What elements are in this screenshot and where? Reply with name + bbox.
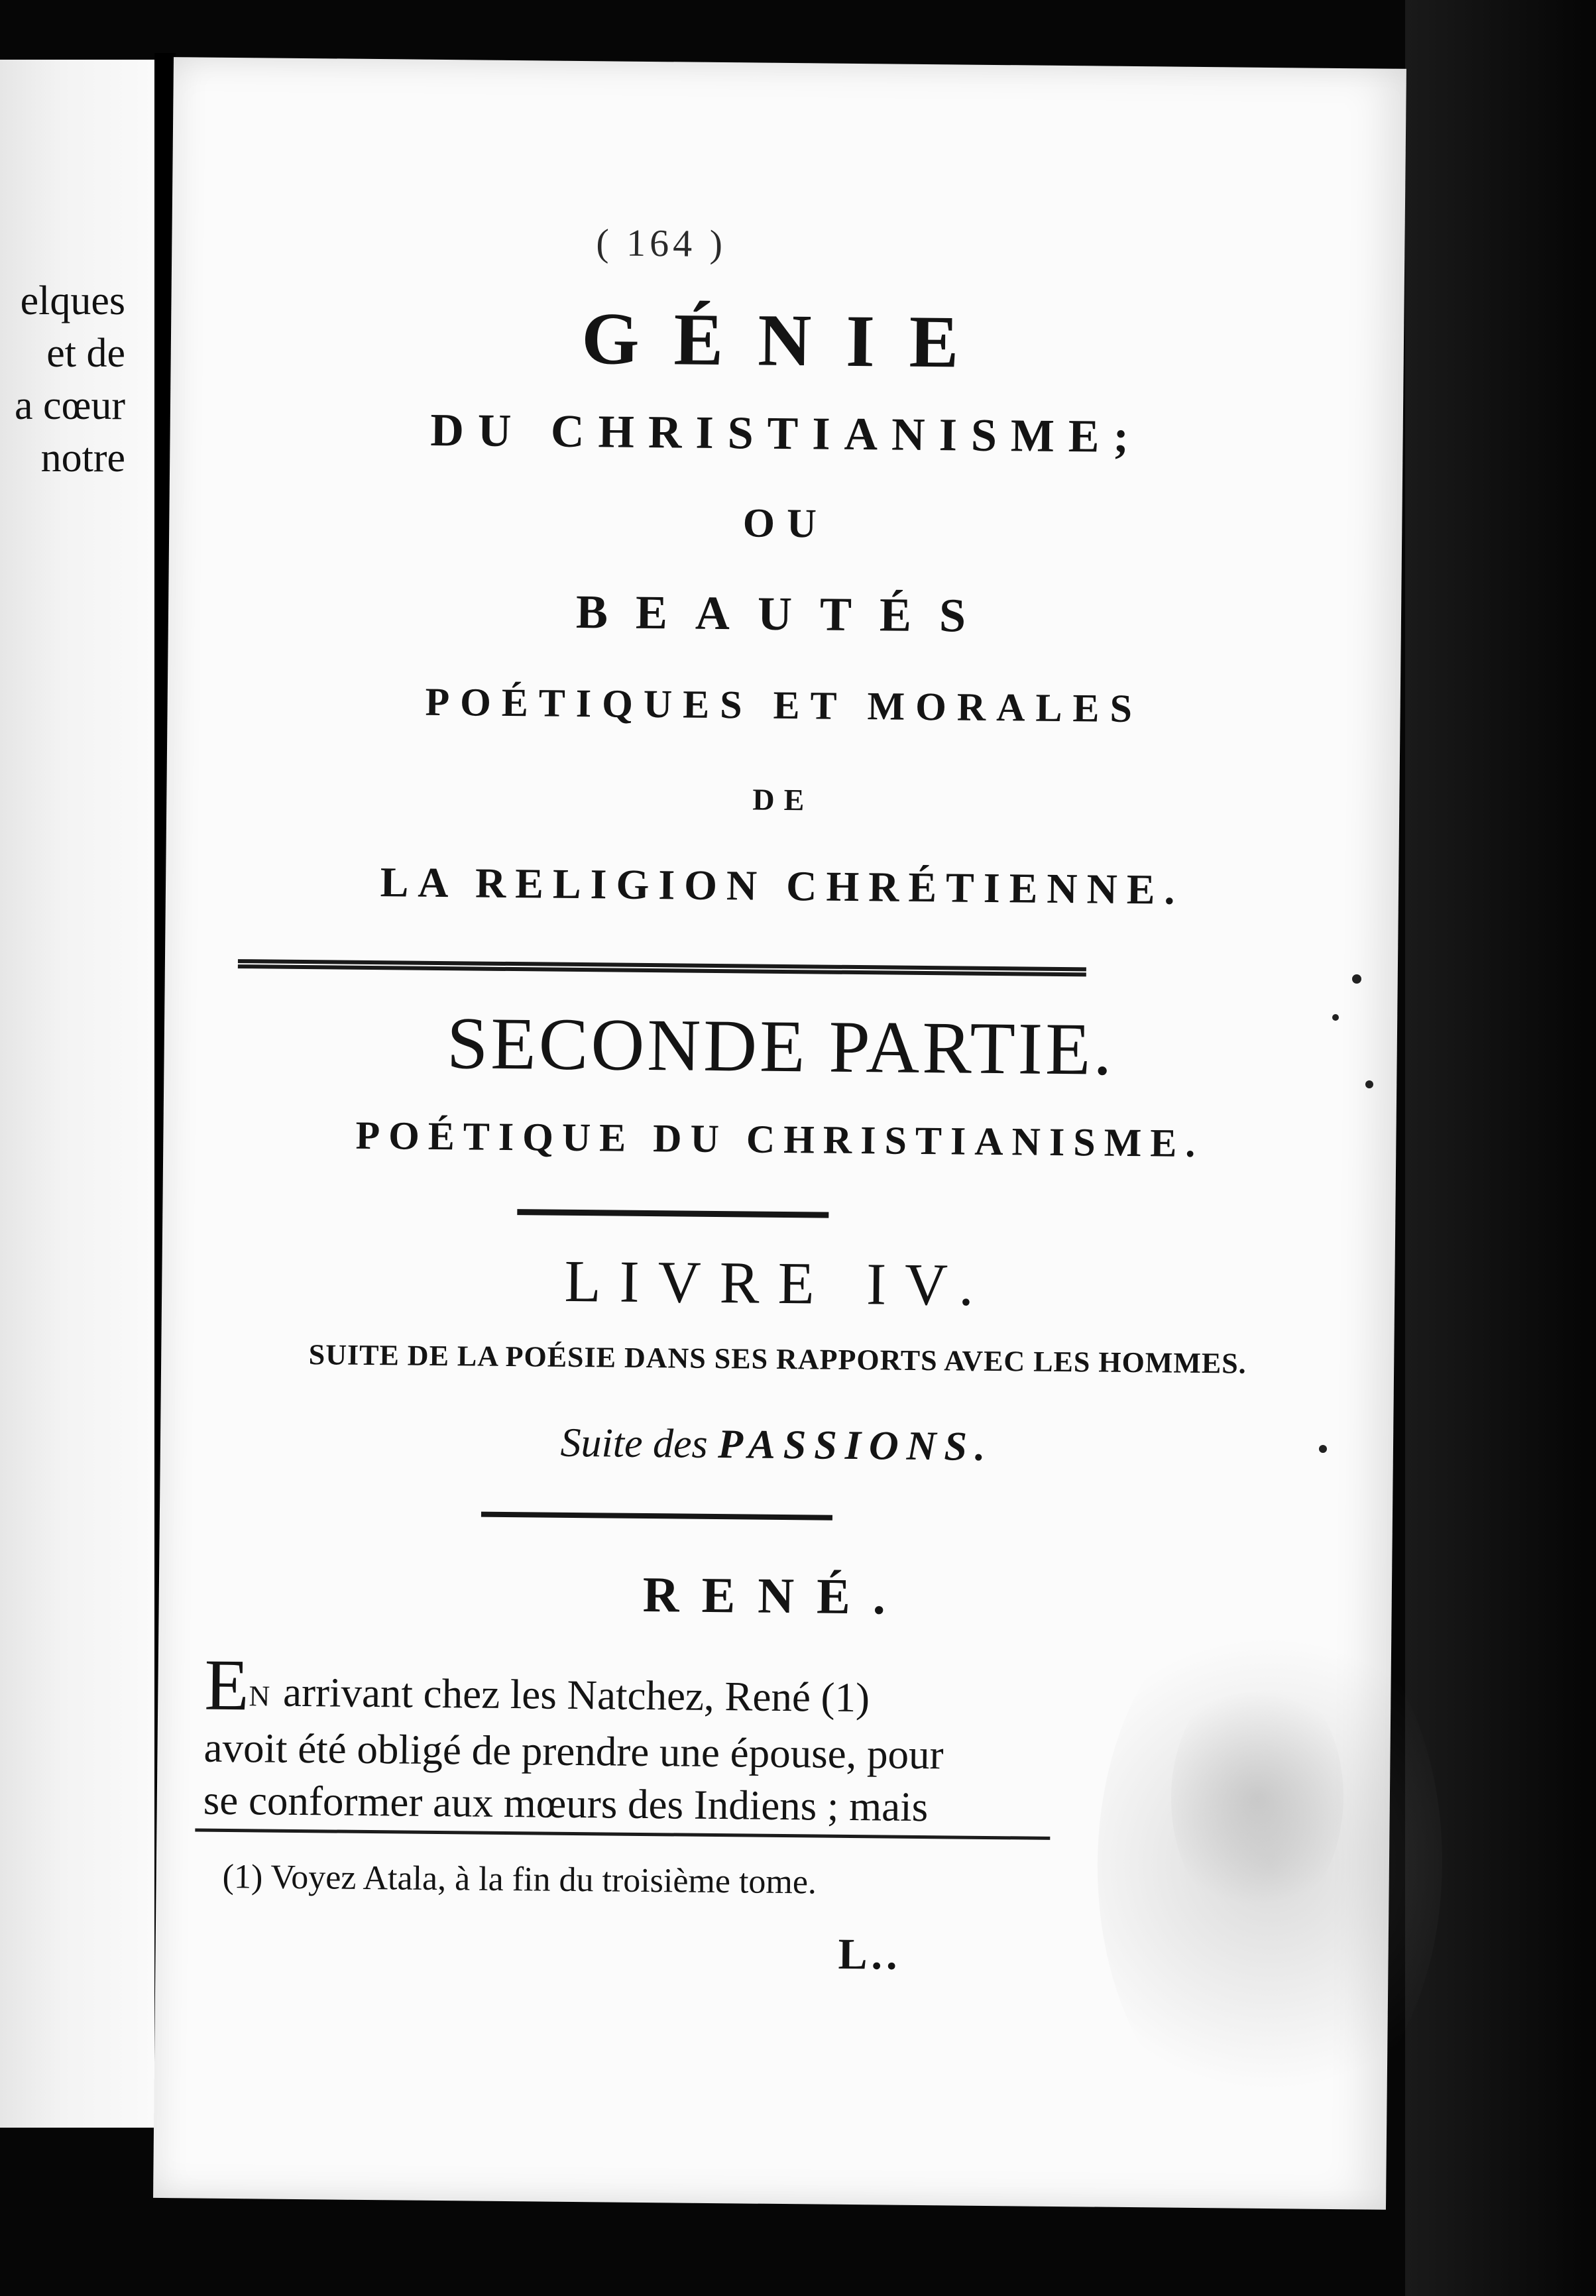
left-page-bleed-through [0, 524, 133, 614]
left-fragment-line: notre [40, 435, 125, 481]
small-cap: N [249, 1680, 273, 1713]
double-rule [238, 959, 1086, 976]
left-page-text-fragment [0, 275, 125, 485]
title-page [153, 57, 1406, 2210]
left-facing-page [0, 60, 156, 2128]
body-line [203, 1644, 1086, 1731]
title-genie: GÉNIE [581, 298, 994, 384]
chapter-heading: RENÉ. [642, 1566, 909, 1625]
title-beautes: BEAUTÉS [575, 585, 994, 642]
drop-cap: E [203, 1644, 250, 1726]
scan-speck [1352, 974, 1361, 984]
divider-rule [517, 1209, 828, 1218]
title-ou: OU [742, 500, 829, 547]
scan-speck [1365, 1080, 1373, 1088]
left-fragment-line: elques [20, 278, 125, 323]
book-subtitle: SUITE DE LA POÉSIE DANS SES RAPPORTS AVEC LES HOMMES. [308, 1338, 1247, 1380]
part-subtitle: POÉTIQUE DU CHRISTIANISME. [355, 1113, 1204, 1166]
page-number: ( 164 ) [596, 221, 727, 266]
part-heading: SECONDE PARTIE. [446, 1002, 1115, 1091]
left-fragment-line: a cœur [15, 383, 125, 428]
divider-rule [481, 1512, 832, 1521]
body-paragraph [203, 1644, 1086, 1835]
title-poetiques-morales: POÉTIQUES ET MORALES [425, 679, 1143, 731]
title-de: DE [752, 782, 814, 817]
signature-mark: L.. [838, 1929, 901, 1979]
body-line: se conformer aux mœurs des Indiens ; mais [203, 1776, 929, 1831]
left-fragment-line: et de [46, 331, 125, 376]
dark-scan-margin [1405, 0, 1596, 2296]
section-prefix: Suite des [560, 1420, 709, 1467]
scan-speck [1332, 1014, 1339, 1021]
body-line: avoit été obligé de prendre une épouse, pour [203, 1724, 944, 1778]
body-line-text: arrivant chez les Natchez, René (1) [272, 1668, 870, 1721]
book-heading: LIVRE IV. [564, 1248, 993, 1319]
title-religion: LA RELIGION CHRÉTIENNE. [380, 858, 1184, 913]
title-christianisme: DU CHRISTIANISME; [429, 404, 1143, 463]
section-caps: PASSIONS. [717, 1422, 994, 1470]
scan-speck [1319, 1445, 1327, 1453]
section-heading [160, 1416, 1394, 1475]
footnote: (1) Voyez Atala, à la fin du troisième tome. [222, 1857, 817, 1902]
